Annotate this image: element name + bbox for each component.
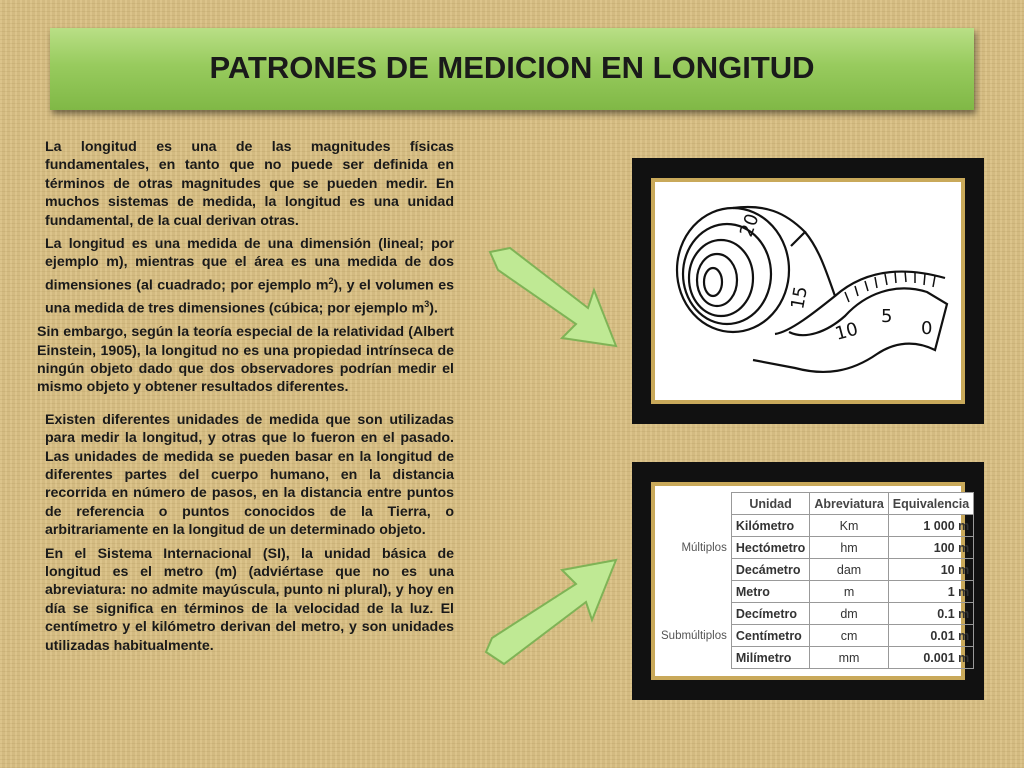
paragraph-1: La longitud es una de las magnitudes físicas fundamentales, en tanto que no puede ser definida en términos de otras magnitudes que se pueden medir. En muchos sistemas de medida, la longitud es una unidad fundamental, de la cual derivan otras. xyxy=(45,139,454,229)
tape-measure-frame xyxy=(632,158,984,424)
units-table-frame xyxy=(632,462,984,700)
paragraph-3: Sin embargo, según la teoría especial de la relatividad (Albert Einstein, 1905), la longitud no es una propiedad intrínseca de ningún objeto dado que dos observadores podrían medir el mismo objeto y obtener resultados diferentes. xyxy=(37,324,454,396)
paragraph-5: En el Sistema Internacional (SI), la unidad básica de longitud es el metro (m) (adviértase que no es una abreviatura: no admite mayúscula, punto ni plural), y hoy en día se significa en términos de la velocidad de la luz. El centímetro y el kilómetro derivan del metro, y son unidades utilizadas habitualmente. xyxy=(45,545,454,654)
group-label-submultiplos: Submúltiplos xyxy=(661,629,727,642)
table-row: Submúltiplos Centímetro cm 0.01 m xyxy=(657,625,974,647)
tape-mark-0: 0 xyxy=(921,318,933,339)
table-header-row xyxy=(657,493,974,515)
table-row: Decámetro dam 10 m xyxy=(657,559,974,581)
tape-measure-image xyxy=(651,178,965,404)
group-label-multiplos: Múltiplos xyxy=(681,541,727,554)
superscript-2: 2 xyxy=(328,275,334,286)
tape-mark-5: 5 xyxy=(881,306,893,327)
paragraph-2: La longitud es una medida de una dimensión (lineal; por ejemplo m), mientras que el área es una medida de dos dimensiones (al cuadrado; por ejemplo $m^2$), y el volumen es una medida de tres dimensiones (cúbica; por ejemplo $m^3$). xyxy=(45,236,455,317)
tape-measure-icon xyxy=(655,182,961,400)
header-abreviatura: Abreviatura xyxy=(810,493,888,515)
table-row: Kilómetro Km 1 000 m xyxy=(657,515,974,537)
units-table xyxy=(657,492,974,669)
header-equivalencia: Equivalencia xyxy=(888,493,973,515)
table-row: Metro m 1 m xyxy=(657,581,974,603)
arrow-right-up-icon xyxy=(470,548,630,668)
table-row: Milímetro mm 0.001 m xyxy=(657,647,974,669)
tape-mark-10: 10 xyxy=(832,318,861,345)
header-unidad: Unidad xyxy=(731,493,809,515)
title-banner xyxy=(50,28,974,110)
tape-mark-20: 20 xyxy=(735,211,764,240)
arrow-right-down-icon xyxy=(476,244,626,354)
paragraph-4: Existen diferentes unidades de medida que son utilizadas para medir la longitud, y otras que lo fueron en el pasado. Las unidades de medida se pueden basar en la longitud de diferentes partes del cuerpo humano, en la distancia recorrida en número de pasos, en la distancia entre puntos de referencia o puntos conocidos de la Tierra, o arbitrariamente en la longitud de un determinado objeto. xyxy=(45,411,454,539)
table-row: Múltiplos Hectómetro hm 100 m xyxy=(657,537,974,559)
slide-title: PATRONES DE MEDICION EN LONGITUD xyxy=(209,50,815,85)
text-column xyxy=(37,138,455,660)
units-table-image xyxy=(651,482,970,680)
tape-mark-15: 15 xyxy=(787,284,812,311)
superscript-3: 3 xyxy=(424,298,430,309)
table-row: Decímetro dm 0.1 m xyxy=(657,603,974,625)
